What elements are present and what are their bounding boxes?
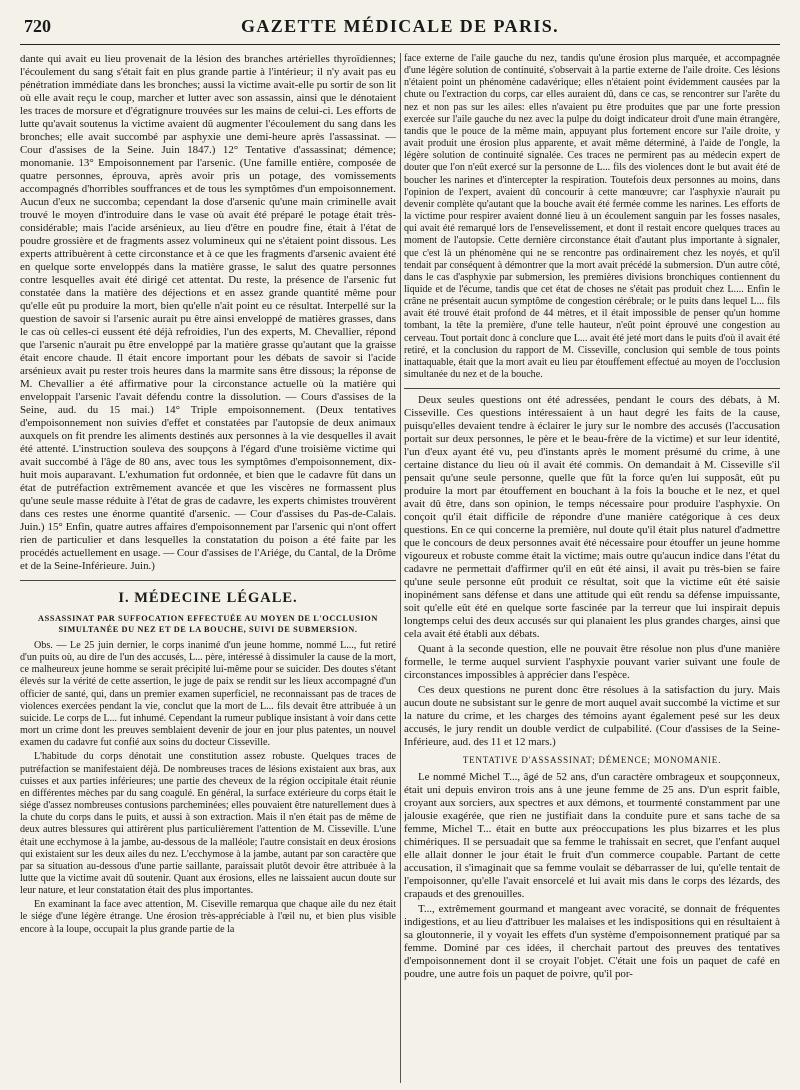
paragraph: Deux seules questions ont été adressées, pendant le cours des débats, à M. Cisseville. Ces questions intéressaient à un haut degré les faits de la cause, puisqu'elles devaient tendre à éclairer le jury sur le nombre des accusés (l'accusation portait sur deux personnes, le père et le beau-frère de la victime) et sur leur identité, l'un d'eux ayant été vu, peu d'instants après le moment présumé du crime, à une certaine distance du lieu où il avait été commis. On demandait à M. Cisseville s'il pensait qu'une seule personne, quelle que fût la force qu'en lui supposât, eût pu produire la mort par étouffement en bouchant à la fois la bouche et le nez, et quel avait dû être, dans son opinion, le temps nécessaire pour produire l'asphyxie. On conçoit qu'il était difficile de répondre d'une manière catégorique à ces deux questions. En ce qui concerne la première, nul doute qu'il était plus naturel d'admettre que le concours de deux personnes avait été nécessaire pour étouffer un jeune homme vigoureux et robuste comme était la victime; mais outre qu'aucun indice dans l'état du cadavre ne permettait d'affirmer qu'il en eût été ainsi, il avait pu très-bien se faire qu'une seule personne eût produit ce résultat, soit que la victime eût été saisie inopinément sans défense et dans une attitude qui eût rendu sa défense impuissante, soit qu'elle eût été en quelque sorte fascinée par la terreur que lui inspirait depuis longtemps celui des deux accusés sur qui planaient les plus grandes charges, ainsi que cela avait été établi aux débats. xyxy=(404,394,780,641)
paragraph: face externe de l'aile gauche du nez, tandis qu'une érosion plus marquée, et accompagnée d'une légère solution de continuité, s'observait à la partie externe de l'aile droite. Ces lésions n'étaient point un phénomène cadavérique; elles n'étaient point évidemment causées par la chute ou l'extraction du corps, car elles auraient dû, dans ce cas, se rencontrer sur l'arête du nez et non pas sur les ailes: elles n'avaient pu être produites que par une forte pression exercée sur l'aile gauche du nez avec la pulpe du doigt indicateur droit d'une main étrangère, tandis que le pouce de la même main, appuyant plus fortement encore sur l'aile droite, y avait produit une érosion plus apparente, et avait même déterminé, à l'aide de l'ongle, la légère solution de continuité signalée. Ces traces ne permirent pas au médecin expert de douter que l'on n'eût exercé sur la personne de L... fils des violences dont le but avait été de boucher les narines et d'intercepter la respiration. Toutefois deux personnes au moins, dans l'opinion de l'expert, avaient dû concourir à cette manœuvre; car l'asphyxie n'aurait pu devenir complète qu'autant que la bouche avait été fermée comme les narines. Les efforts de la victime pour respirer avaient donné lieu à un écoulement sanguin par les fosses nasales, qui avait été remarqué lors de l'ensevelissement, et dont il restait encore quelques traces au moment de l'autopsie. Cette dernière circonstance était d'autant plus importante à signaler, que c'est là un phénomène qui ne se rencontre pas ordinairement chez les noyés, et qu'il tendait par conséquent à démontrer que la mort avait précédé la submersion. D'un autre côté, dans le cas d'asphyxie par submersion, les premières divisions bronchiques contiennent du liquide et de l'écume, tandis que cet état de choses ne s'était pas produit chez L.... Enfin le crâne ne présentait aucun symptôme de congestion cérébrale; or le puits dans lequel L... fils avait été trouvé était profond de 44 mètres, et il était impossible de penser qu'un homme tombant, la tête la première, d'une telle hauteur, n'eût point éprouvé une congestion au cerveau. Tout portait donc à conclure que L... avait été jeté mort dans le puits d'où il avait été retiré, et la conclusion du rapport de M. Cisseville, conclusion qui semble de tous points inattaquable, était que la mort avait eu lieu par étouffement effectué au moyen de l'occlusion simultanée du nez et de la bouche. xyxy=(404,53,780,381)
page-header xyxy=(20,14,780,45)
page-number: 720 xyxy=(24,16,51,36)
paragraph: Ces deux questions ne purent donc être résolues à la satisfaction du jury. Mais aucun doute ne subsistant sur le genre de mort auquel avait succombé la victime et sur la nature du crime, et les charges des témoins ayant également pesé sur les deux accusés, le jury rendit un double verdict de culpabilité. (Cour d'assises de la Seine-Inférieure, aud. des 11 et 12 mars.) xyxy=(404,684,780,749)
paragraph: Quant à la seconde question, elle ne pouvait être résolue non plus d'une manière formelle, le terme auquel survient l'asphyxie pouvant varier suivant une foule de circonstances impossibles à apprécier dans l'espèce. xyxy=(404,643,780,682)
journal-title: GAZETTE MÉDICALE DE PARIS. xyxy=(240,16,560,36)
two-column-body xyxy=(20,53,780,1083)
paragraph: dante qui avait eu lieu provenait de la lésion des branches artérielles thyroïdiennes; l'écoulement du sang s'était fait en plus grande partie à l'intérieur; il n'y avait pas eu pénétration immédiate dans les bronches; aussi la victime avait-elle pu sortir de son lit où elle avait reçu le coup, marcher et lutter avec son assassin, ainsi que le dénotaient les traces de morsure et d'égratignure trouvées sur les mains de celui-ci. Les efforts de lutte qu'avait soutenus la victime avaient dû augmenter l'écoulement du sang dans les bronches; elle avait succombé par asphyxie une demi-heure après l'assassinat. — Cour d'assises de la Seine. Juin 1847.) 12° Tentative d'assassinat; démence; monomanie. 13° Empoisonnement par l'arsenic. (Une famille entière, composée de quatre personnes, éprouva, après avoir pris un potage, des vomissements accompagnés d'horribles souffrances et de tous les symptômes d'un empoisonnement. Aucun d'eux ne succomba; cependant la dose d'arsenic qu'une main criminelle avait trouvé le moyen d'introduire dans le vase où avait été préparé le potage était très-considérable; mais l'acide arsénieux, au lieu d'être en poudre fine, était à l'état de poudre grossière et de fragments assez volumineux qui ne s'étaient point dissous. Les experts attribuèrent à cette circonstance et à ce que les fragments d'arsenic avaient été en quelque sorte enveloppés dans la matière grasse, le salut des quatre personnes contre lesquelles avait été dirigé cet attentat. Du reste, la présence de l'arsenic fut constatée dans la matière des déjections et en assez grande quantité même pour qu'elle eût pu produire la mort, bien qu'elle n'ait point eu ce résultat. Interpellé sur la question de savoir si l'arsenic aurait pu être ainsi enveloppé de matières grasses, dans le cas où celles-ci eussent été déjà refroidies, l'un des experts, M. Chevallier, répond que l'arsenic n'aurait pu être enveloppé par la matière grasse qu'autant que la graisse était encore chaude. Il était encore important pour les débats de savoir si l'acide arsénieux avait pu rester trois heures dans la marmite sans être dissous; la réponse de M. Chevallier a été affirmative pour la circonstance actuelle où la matière qui enveloppait l'arsenic l'avait défendu contre la dissolution. — Cours d'assises de la Seine, aud. du 15 mai.) 14° Triple empoisonnement. (Deux tentatives d'empoisonnement non suivies d'effet et constatées par l'autopsie de deux animaux auxquels on fit prendre les aliments destinés aux personnes à la vie desquelles il avait été attenté. L'instruction souleva des soupçons à l'égard d'une troisième victime qui avait succombé à l'âge de 80 ans, avec tous les symptômes d'empoisonnement, dix-huit mois auparavant. L'exhumation fut ordonnée, et bien que le cadavre fût dans un état de putréfaction extrêmement avancée et que les viscères ne formassent plus qu'une seule masse réduite à l'état de gras de cadavre, les experts chimistes trouvèrent dans ces restes une énorme quantité d'arsenic. — Cour d'assises du Pas-de-Calais. Juin.) 15° Enfin, quatre autres affaires d'empoisonnement par l'arsenic qui n'ont offert rien de particulier et dans lesquelles la constatation du poison a été faite par les procédés actuellement en usage. — Cour d'assises de l'Ariége, du Cantal, de la Drôme et de la Seine-Inférieure. Juin.) xyxy=(20,53,396,572)
paragraph: L'habitude du corps dénotait une constitution assez robuste. Quelques traces de putréfaction se manifestaient déjà. De nombreuses traces de lésions existaient aux bras, aux cuisses et aux parties inférieures; une partie des cheveux de la région occipitale était réunie en différentes mèches par du sang coagulé. En général, la surface extérieure du corps était le siége d'assez nombreuses contusions parcheminées; elles pouvaient être naturellement dues à la chute du corps dans le puits, et aussi à son extraction. Mais il n'en était pas de même de deux autres blessures qui attirèrent plus particulièrement l'attention de M. Cisseville. L'une était une ecchymose à la jambe, au-dessous de la malléole; l'autre consistait en deux érosions qui existaient sur les deux ailes du nez. L'ecchymose à la jambe, autant par son caractère que par sa situation au-dessous d'une partie saillante, paraissait plutôt devoir être attribuée à la lutte que la victime avait dû soutenir. Quant aux érosions, elles ne laissaient aucun doute sur leur nature, et leur constatation était des plus importantes. xyxy=(20,751,396,897)
paragraph: Le nommé Michel T..., âgé de 52 ans, d'un caractère ombrageux et soupçonneux, était uni depuis environ trois ans à une jeune femme de 25 ans. D'un esprit faible, croyant aux sorciers, aux spectres et aux démons, et tourmenté constamment par une jalousie exagérée, que rien ne justifiait dans la conduite pure et sans tache de sa femme, Michel T... était en butte aux préoccupations les plus bizarres et les plus chimériques. Il se persuadait que sa femme le trahissait en secret, que l'enfant auquel elle allait donner le jour était le fruit d'un commerce coupable. Partant de cette accusation, il s'imaginait que sa femme voulait se débarrasser de lui, qu'elle tentait de l'empoisonner, qu'elle l'avait ensorcelé et lui avait mis dans le corps des lézards, des crapauds et des grenouilles. xyxy=(404,771,780,901)
paragraph: T..., extrêmement gourmand et mangeant avec voracité, se donnait de fréquentes indigestions, et au lieu d'attribuer les malaises et les indispositions qui en résultaient à sa gloutonnerie, il y voyait les effets d'un système d'empoisonnement pratiqué par sa femme. Dominé par ces idées, il cherchait partout des preuves des tentatives d'empoisonnement dont il se croyait l'objet. C'était une fois un paquet de café en poudre, une autre fois un paquet de poivre, qu'il por- xyxy=(404,903,780,981)
left-column xyxy=(20,53,396,1083)
section-title: I. MÉDECINE LÉGALE. xyxy=(118,590,298,606)
paragraph: Obs. — Le 25 juin dernier, le corps inanimé d'un jeune homme, nommé L..., fut retiré d'un puits où, au dire de l'un des accusés, L... père, intéressé à dissimuler la cause de la mort, ce malheureux jeune homme se serait précipité lui-même pour se suicider. Des doutes s'étant élevés sur la vérité de cette assertion, le juge de paix se rendit sur les lieux accompagné d'un officier de santé, qui, dans un premier examen superficiel, ne reconnaissant pas de traces de violences exercées pendant la vie, conclut que la mort de L... fils devait être attribuée à un suicide. Le corps de L... fut inhumé. Cependant la rumeur publique insistant à voir dans cette mort un crime dont les preuves semblaient devenir de jour en jour plus patentes, un nouvel examen du cadavre fut confié aux soins du docteur Cisseville. xyxy=(20,640,396,749)
right-column xyxy=(404,53,780,1083)
article-subheading: TENTATIVE D'ASSASSINAT; DÉMENCE; MONOMANIE. xyxy=(462,755,722,766)
article-subheading: ASSASSINAT PAR SUFFOCATION EFFECTUÉE AU MOYEN DE L'OCCLUSION SIMULTANÉE DU NEZ ET DE LA BOUCHE, SUIVI DE SUBMERSION. xyxy=(38,614,378,634)
section-divider xyxy=(20,580,396,581)
column-separator xyxy=(400,53,401,1083)
paragraph: En examinant la face avec attention, M. Ciseville remarqua que chaque aile du nez était le siége d'une légère étrange. Une érosion très-appréciable à l'œil nu, et bien plus visible encore à la loupe, occupait la plus grande partie de la xyxy=(20,899,396,935)
article-divider xyxy=(404,388,780,389)
